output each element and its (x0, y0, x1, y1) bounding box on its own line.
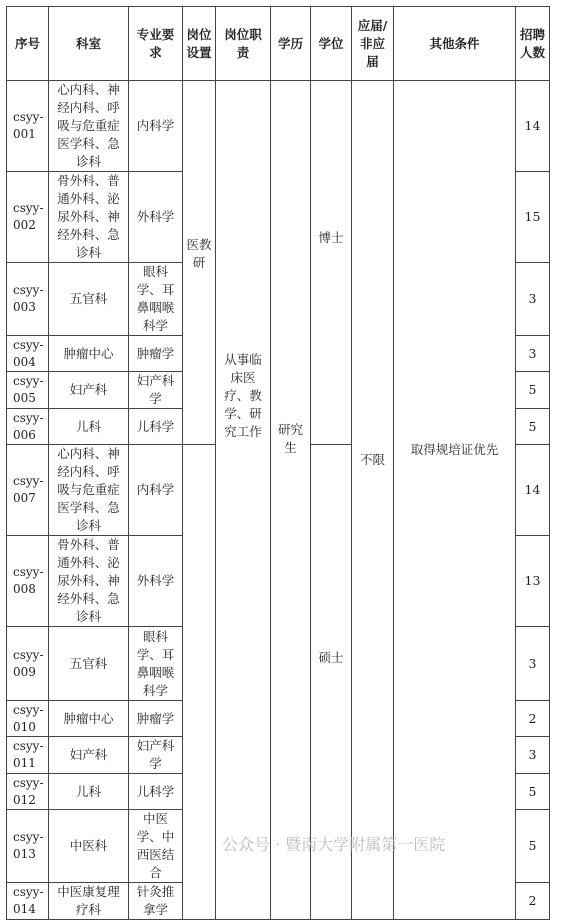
header-dept: 科室 (49, 7, 129, 81)
row-major: 针灸推拿学 (129, 883, 183, 920)
row-major: 眼科学、耳鼻咽喉科学 (129, 627, 183, 701)
row-major: 妇产科学 (129, 737, 183, 774)
row-major: 中医学、中西医结合 (129, 810, 183, 883)
row-major: 肿瘤学 (129, 336, 183, 372)
row-count: 2 (516, 701, 550, 737)
row-dept: 骨外科、普通外科、泌尿外科、神经外科、急诊科 (49, 536, 129, 627)
row-major: 肿瘤学 (129, 701, 183, 737)
header-other: 其他条件 (394, 7, 516, 81)
row-id: csyy-010 (7, 701, 49, 737)
row-count: 14 (516, 81, 550, 172)
row-count: 2 (516, 883, 550, 920)
row-count: 3 (516, 263, 550, 336)
row-dept: 心内科、神经内科、呼吸与危重症医学科、急诊科 (49, 81, 129, 172)
row-count: 15 (516, 172, 550, 263)
row-id: csyy-001 (7, 81, 49, 172)
row-dept: 妇产科 (49, 737, 129, 774)
row-id: csyy-004 (7, 336, 49, 372)
header-duty: 岗位职责 (216, 7, 271, 81)
row-major: 内科学 (129, 445, 183, 536)
row-major: 外科学 (129, 536, 183, 627)
row-major: 妇产科学 (129, 372, 183, 409)
row-id: csyy-007 (7, 445, 49, 536)
row-count: 5 (516, 409, 550, 445)
row-count: 5 (516, 810, 550, 883)
header-edu: 学历 (271, 7, 311, 81)
row-dept: 中医康复理疗科 (49, 883, 129, 920)
row-dept: 中医科 (49, 810, 129, 883)
grad-cell (352, 81, 394, 920)
degree-phd-cell: 博士 (311, 81, 352, 445)
row-id: csyy-011 (7, 737, 49, 774)
row-count: 5 (516, 372, 550, 409)
row-count: 3 (516, 627, 550, 701)
degree-master-cell: 硕士 (311, 445, 352, 920)
row-dept: 五官科 (49, 263, 129, 336)
row-dept: 儿科 (49, 409, 129, 445)
row-id: csyy-008 (7, 536, 49, 627)
edu-text: 研究生 (277, 422, 303, 455)
row-major: 内科学 (129, 81, 183, 172)
duty-text: 从事临床医疗、教学、研究工作 (224, 352, 262, 439)
row-dept: 心内科、神经内科、呼吸与危重症医学科、急诊科 (49, 445, 129, 536)
row-id: csyy-013 (7, 810, 49, 883)
header-row (7, 7, 550, 81)
header-seq: 序号 (7, 7, 49, 81)
row-id: csyy-014 (7, 883, 49, 920)
row-count: 14 (516, 445, 550, 536)
edu-cell (271, 81, 311, 920)
header-degree: 学位 (311, 7, 352, 81)
row-count: 3 (516, 336, 550, 372)
watermark: 公众号 · 暨南大学附属第一医院 (222, 835, 446, 854)
row-id: csyy-003 (7, 263, 49, 336)
row-dept: 骨外科、普通外科、泌尿外科、神经外科、急诊科 (49, 172, 129, 263)
row-id: csyy-012 (7, 774, 49, 810)
row-dept: 儿科 (49, 774, 129, 810)
row-dept: 妇产科 (49, 372, 129, 409)
header-grad: 应届/非应届 (352, 7, 394, 81)
row-dept: 肿瘤中心 (49, 701, 129, 737)
row-dept: 五官科 (49, 627, 129, 701)
header-count: 招聘人数 (516, 7, 550, 81)
row-count: 13 (516, 536, 550, 627)
row-id: csyy-006 (7, 409, 49, 445)
post-cell: 医教研 (183, 81, 216, 445)
duty-cell (216, 81, 271, 920)
grad-text: 不限 (359, 452, 385, 467)
table-row (7, 81, 550, 172)
row-count: 5 (516, 774, 550, 810)
row-count: 3 (516, 737, 550, 774)
row-major: 儿科学 (129, 409, 183, 445)
other-text: 取得规培证优先 (410, 442, 499, 457)
row-major: 眼科学、耳鼻咽喉科学 (129, 263, 183, 336)
header-major: 专业要求 (129, 7, 183, 81)
row-id: csyy-005 (7, 372, 49, 409)
row-major: 儿科学 (129, 774, 183, 810)
post-cell-lower (183, 445, 216, 920)
header-post: 岗位设置 (183, 7, 216, 81)
recruitment-table (6, 6, 550, 920)
other-cell (394, 81, 516, 920)
row-dept: 肿瘤中心 (49, 336, 129, 372)
row-id: csyy-002 (7, 172, 49, 263)
row-major: 外科学 (129, 172, 183, 263)
row-id: csyy-009 (7, 627, 49, 701)
